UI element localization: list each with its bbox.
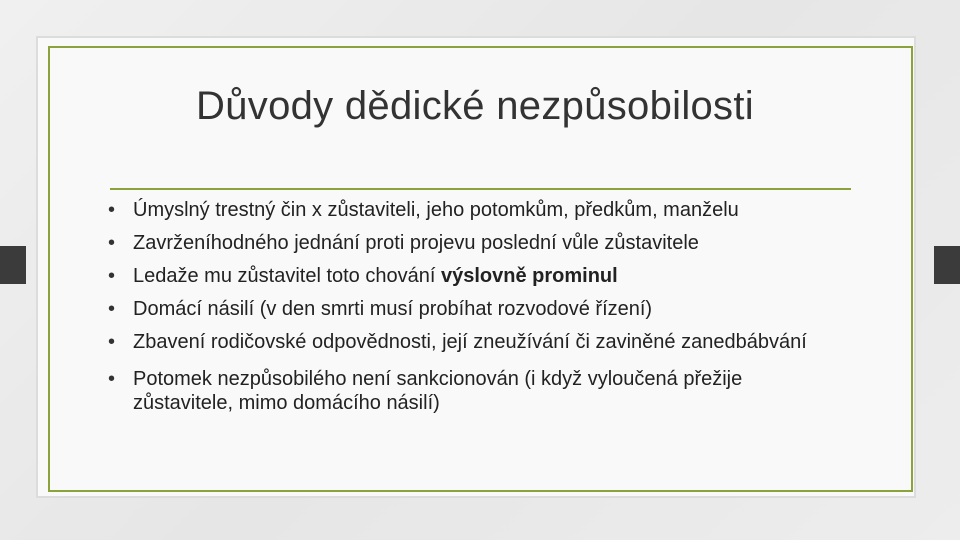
bullet-text: Zavrženíhodného jednání proti projevu poslední vůle zůstavitele [133, 232, 699, 254]
title-divider [110, 188, 851, 190]
bullet-item [108, 231, 828, 255]
left-side-tab [0, 246, 26, 284]
bullet-dot-icon: • [108, 199, 116, 221]
bullet-text: Ledaže mu zůstavitel toto chování [133, 265, 441, 287]
bullet-dot-icon: • [108, 265, 116, 287]
bullet-text: Zbavení rodičovské odpovědnosti, její zneužívání či zaviněné zanedbábvání [133, 331, 807, 353]
bullet-dot-icon: • [108, 368, 116, 390]
bullet-dot-icon: • [108, 298, 116, 320]
right-side-tab [934, 246, 960, 284]
bullet-text-emphasis: výslovně prominul [440, 265, 618, 287]
bullet-text: Úmyslný trestný čin x zůstaviteli, jeho potomkům, předkům, manželu [133, 199, 739, 221]
bullet-dot-icon: • [108, 331, 116, 353]
bullet-item [108, 198, 828, 222]
bullet-item [108, 330, 828, 354]
bullet-text: Domácí násilí (v den smrti musí probíhat rozvodové řízení) [133, 298, 653, 320]
bullet-item [108, 367, 828, 415]
bullet-text: Potomek nezpůsobilého není sankcionován (i když vyloučená přežije zůstavitele, mimo domácího násilí) [133, 368, 743, 414]
bullet-dot-icon: • [108, 232, 116, 254]
bullet-item [108, 297, 828, 321]
slide-title: Důvody dědické nezpůsobilosti [196, 84, 754, 128]
bullet-list [108, 198, 828, 415]
bullet-item [108, 264, 828, 288]
